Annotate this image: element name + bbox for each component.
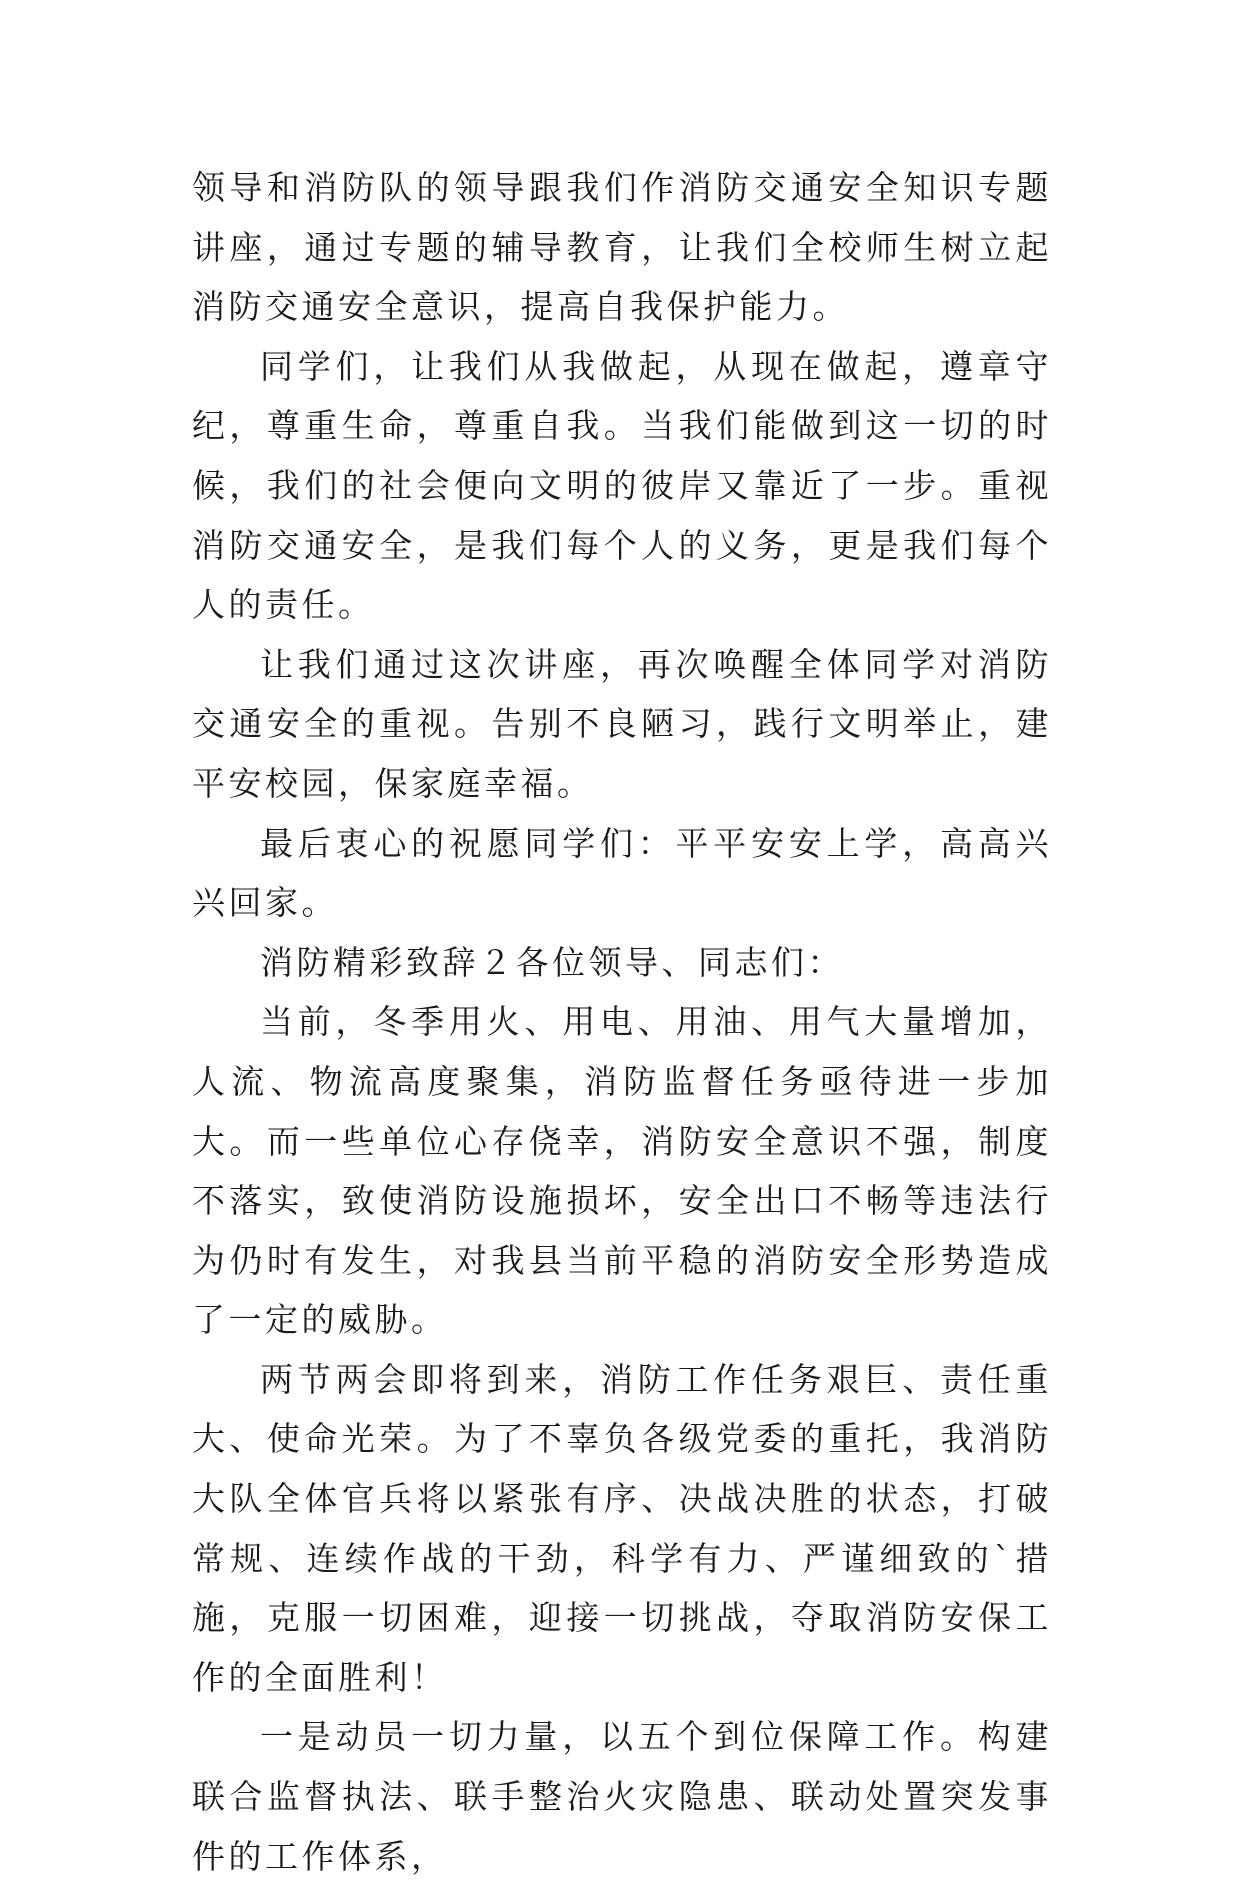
paragraph-2: 同学们，让我们从我做起，从现在做起，遵章守纪，尊重生命，尊重自我。当我们能做到这一切的时候，我们的社会便向文明的彼岸又靠近了一步。重视消防交通安全，是我们每个人的义务，更是我们每个人的责任。 — [192, 346, 1052, 625]
paragraph-3: 让我们通过这次讲座，再次唤醒全体同学对消防交通安全的重视。告别不良陋习，践行文明举止，建平安校园，保家庭幸福。 — [192, 644, 1052, 803]
document-body — [192, 158, 1052, 1886]
paragraph-4: 最后衷心的祝愿同学们：平平安安上学，高高兴兴回家。 — [192, 823, 1052, 923]
paragraph-5-heading: 消防精彩致辞２各位领导、同志们： — [260, 942, 844, 982]
paragraph-1: 领导和消防队的领导跟我们作消防交通安全知识专题讲座，通过专题的辅导教育，让我们全校师生树立起消防交通安全意识，提高自我保护能力。 — [192, 168, 1052, 327]
paragraph-8: 一是动员一切力量，以五个到位保障工作。构建联合监督执法、联手整治火灾隐患、联动处置突发事件的工作体系， — [192, 1717, 1052, 1876]
paragraph-6: 当前，冬季用火、用电、用油、用气大量增加，人流、物流高度聚集，消防监督任务亟待进一步加大。而一些单位心存侥幸，消防安全意识不强，制度不落实，致使消防设施损坏，安全出口不畅等违法行为仍时有发生，对我县当前平稳的消防安全形势造成了一定的威胁。 — [192, 1002, 1052, 1340]
paragraph-7: 两节两会即将到来，消防工作任务艰巨、责任重大、使命光荣。为了不辜负各级党委的重托，我消防大队全体官兵将以紧张有序、决战决胜的状态，打破常规、连续作战的干劲，科学有力、严谨细致的`措施，克服一切困难，迎接一切挑战，夺取消防安保工作的全面胜利！ — [192, 1359, 1052, 1697]
